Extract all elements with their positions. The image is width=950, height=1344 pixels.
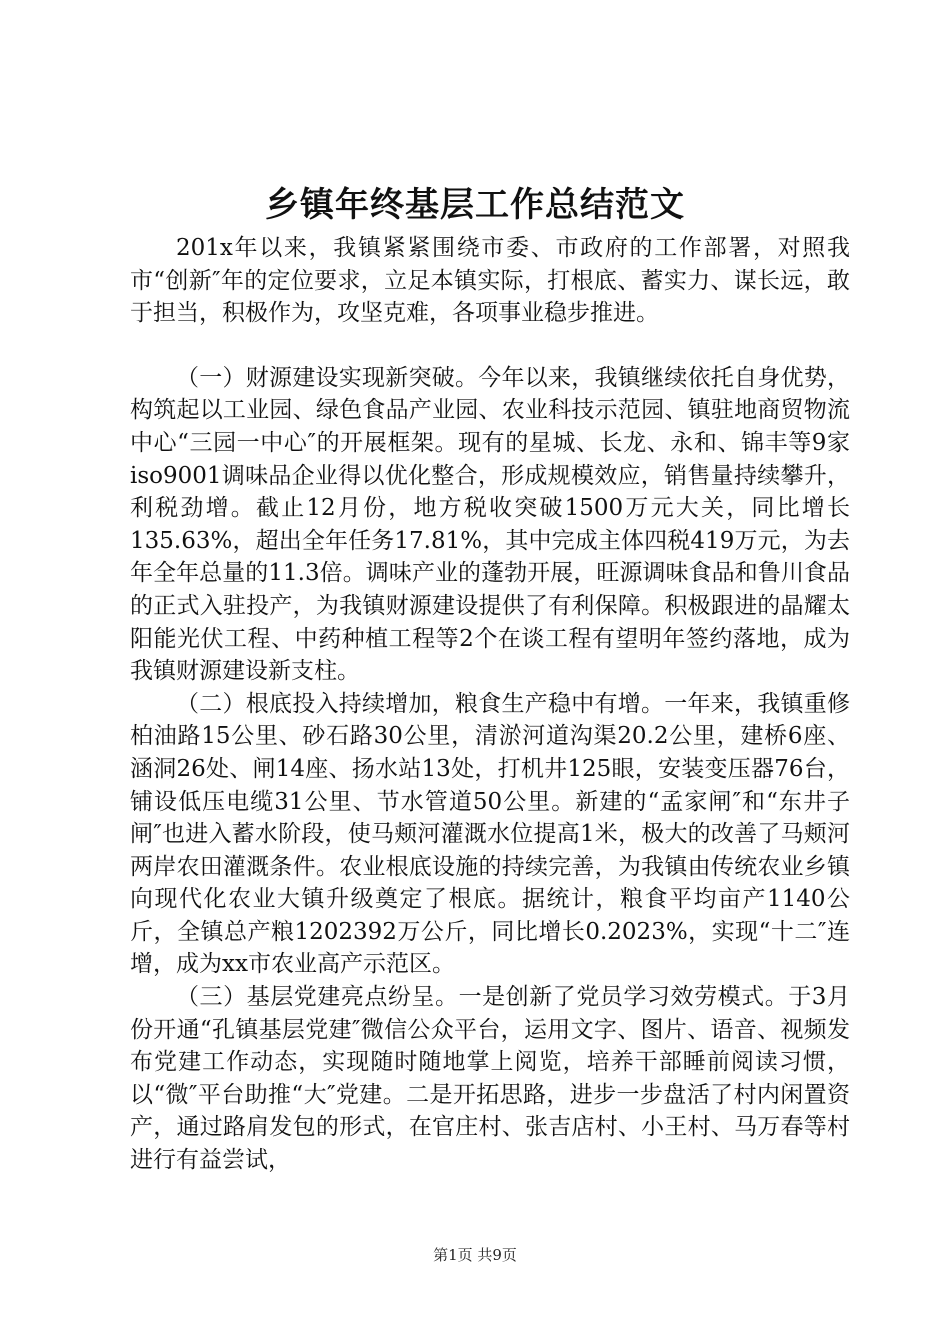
intro-paragraph: 201x年以来，我镇紧紧围绕市委、市政府的工作部署，对照我市“创新″年的定位要求，立足本镇实际，打根底、蓄实力、谋长远，敢于担当，积极作为，攻坚克难，各项事业稳步推进。 bbox=[130, 235, 850, 327]
document-body bbox=[130, 232, 850, 1177]
page-number-footer: 第1页 共9页 bbox=[433, 1246, 517, 1264]
section-infrastructure-paragraph: （二）根底投入持续增加，粮食生产稳中有增。一年来，我镇重修柏油路15公里、砂石路30公里，清淤河道沟渠20.2公里，建桥6座、涵洞26处、闸14座、扬水站13处，打机井125眼，安装变压器76台，铺设低压电缆31公里、节水管道50公里。新建的“孟家闸″和“东井子闸″也进入蓄水阶段，使马颊河灌溉水位提高1米，极大的改善了马颊河两岸农田灌溉条件。农业根底设施的持续完善，为我镇由传统农业乡镇向现代化农业大镇升级奠定了根底。据统计，粮食平均亩产1140公斤，全镇总产粮1202392万公斤，同比增长0.2023%，实现“十二″连增，成为xx市农业高产示范区。 bbox=[130, 690, 850, 978]
section-party-building-paragraph: （三）基层党建亮点纷呈。一是创新了党员学习效劳模式。于3月份开通“孔镇基层党建″微信公众平台，运用文字、图片、语音、视频发布党建工作动态，实现随时随地掌上阅览，培养干部睡前阅读习惯，以“微″平台助推“大″党建。二是开拓思路，进步一步盘活了村内闲置资产，通过路肩发包的形式，在官庄村、张吉店村、小王村、马万春等村进行有益尝试， bbox=[130, 984, 850, 1174]
document-title: 乡镇年终基层工作总结范文 bbox=[265, 184, 685, 225]
section-finance-paragraph: （一）财源建设实现新突破。今年以来，我镇继续依托自身优势，构筑起以工业园、绿色食品产业园、农业科技示范园、镇驻地商贸物流中心“三园一中心″的开展框架。现有的星城、长龙、永和、锦丰等9家iso9001调味品企业得以优化整合，形成规模效应，销售量持续攀升，利税劲增。截止12月份，地方税收突破1500万元大关，同比增长135.63%，超出全年任务17.81%，其中完成主体四税419万元，为去年全年总量的11.3倍。调味产业的蓬勃开展，旺源调味食品和鲁川食品的正式入驻投产，为我镇财源建设提供了有利保障。积极跟进的晶耀太阳能光伏工程、中药种植工程等2个在谈工程有望明年签约落地，成为我镇财源建设新支柱。 bbox=[130, 364, 850, 685]
